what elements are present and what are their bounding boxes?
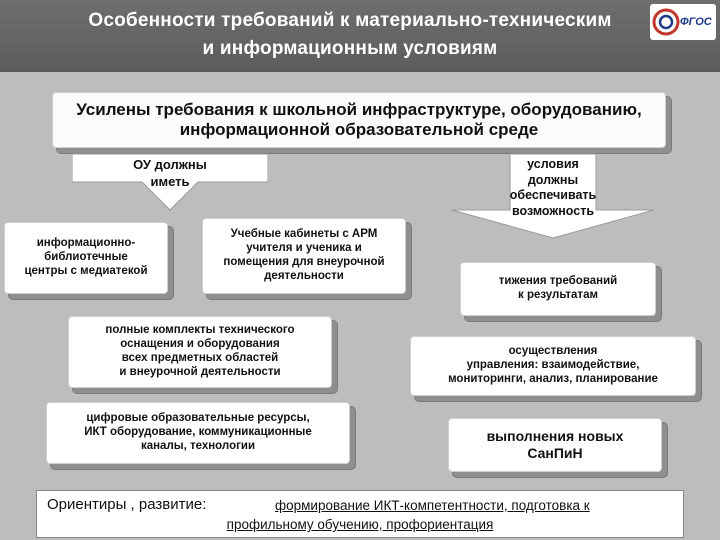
left-arrow-line1: ОУ должны <box>133 157 207 172</box>
equipment-line4: и внеурочной деятельности <box>119 365 281 378</box>
library-centers-box <box>4 222 168 294</box>
right-arrow-line1: условия <box>527 157 579 171</box>
logo-text: ФГОС <box>680 16 712 28</box>
right-arrow-line4: возможность <box>511 203 595 218</box>
guidelines-label: Ориентиры , развитие: <box>47 496 207 513</box>
equipment-line3: всех предметных областей <box>121 352 279 364</box>
digital-line1: цифровые образовательные ресурсы, <box>86 412 310 425</box>
classrooms-line1: Учебные кабинеты с АРМ <box>230 228 378 241</box>
fgos-logo <box>650 4 716 40</box>
sanpin-box <box>448 418 662 472</box>
achievement-box <box>460 262 656 316</box>
main-requirements-box <box>52 92 666 148</box>
classrooms-line3: помещения для внеурочной <box>223 256 385 268</box>
digital-line3: каналы, технологии <box>140 439 256 452</box>
slide-title-line1: Особенности требований к материально-техническим <box>88 10 612 31</box>
classrooms-line2: учителя и ученика и <box>246 242 362 255</box>
digital-line2: ИКТ оборудование, коммуникационные <box>84 426 312 439</box>
digital-resources-box <box>46 402 350 464</box>
sanpin-line1: выполнения новых <box>486 428 624 445</box>
right-arrow-line3: обеспечивать <box>509 188 597 203</box>
main-box-line2: информационной образовательной среде <box>179 120 539 139</box>
management-line1: осуществления <box>508 345 598 358</box>
classrooms-box <box>202 218 406 294</box>
library-line3: центры с медиатекой <box>24 264 148 277</box>
library-line1: информационно- <box>36 237 136 250</box>
library-line2: библиотечные <box>44 251 128 264</box>
guidelines-text-line1: формирование ИКТ-компетентности, подготовка к <box>275 498 590 513</box>
classrooms-line4: деятельности <box>264 269 344 282</box>
equipment-line2: оснащения и оборудования <box>120 338 280 351</box>
right-arrow-line2: должны <box>527 172 579 187</box>
achievement-line2: к результатам <box>518 289 598 301</box>
management-box <box>410 336 696 396</box>
slide-title-line2: и информационным условиям <box>202 38 498 59</box>
management-line3: мониторинги, анализ, планирование <box>448 372 658 385</box>
achievement-line1: тижения требований <box>498 275 618 288</box>
slide-header <box>0 0 720 72</box>
left-arrow-label <box>100 157 240 191</box>
sanpin-line2: СанПиН <box>527 445 583 461</box>
left-arrow-line2: иметь <box>150 173 190 189</box>
right-arrow-label <box>503 157 603 220</box>
management-line2: управления: взаимодействие, <box>466 359 640 372</box>
equipment-box <box>68 316 332 388</box>
main-box-line1: Усилены требования к школьной инфраструктуре, оборудованию, <box>76 99 642 119</box>
guidelines-text-line2: профильному обучению, профориентация <box>226 517 494 532</box>
guidelines-box <box>36 490 684 538</box>
equipment-line1: полные комплекты технического <box>105 324 295 337</box>
